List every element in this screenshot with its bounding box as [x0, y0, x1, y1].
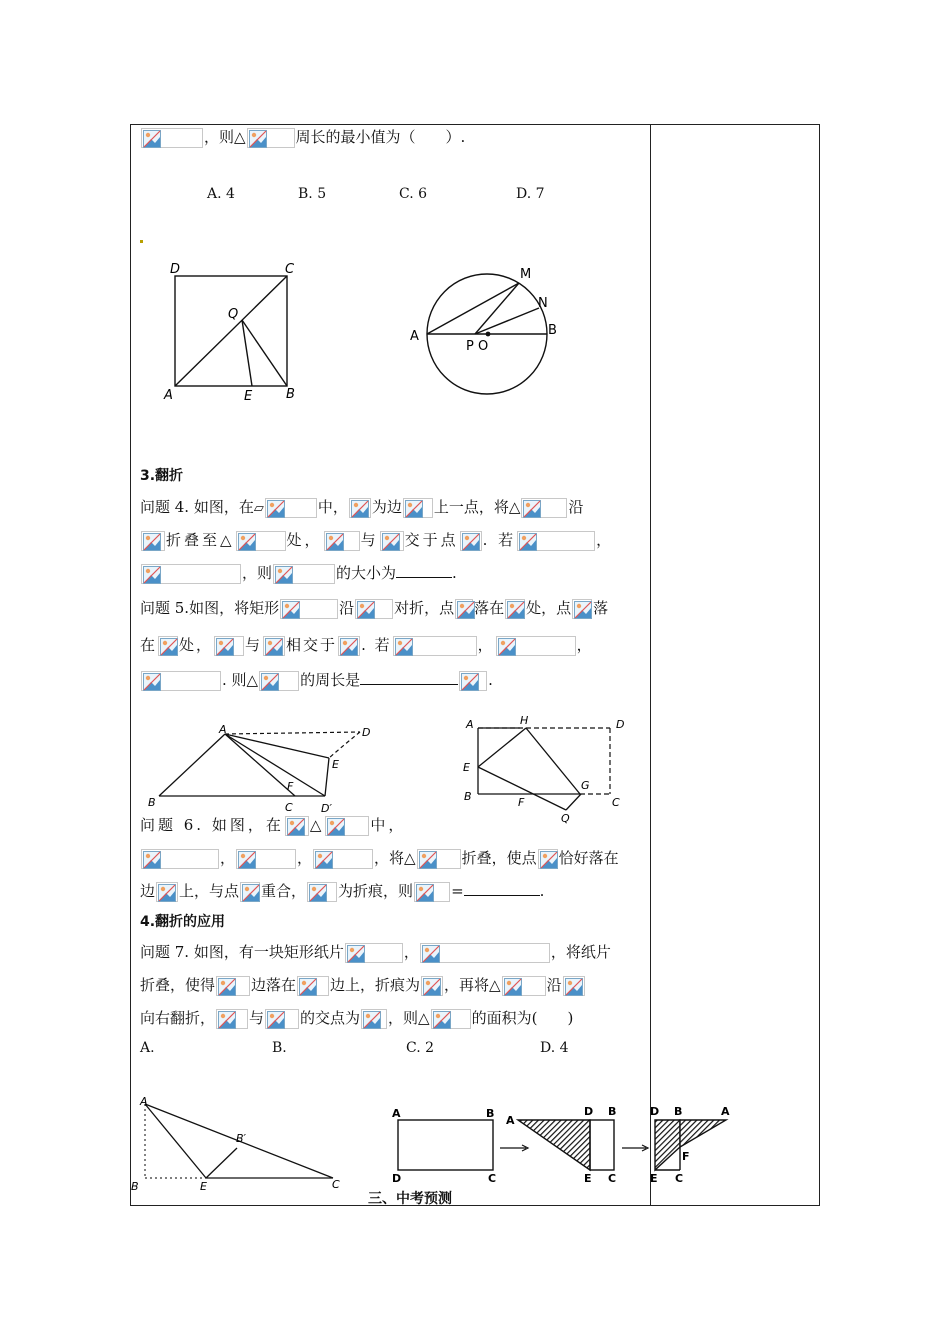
- formula-image-icon: [247, 128, 295, 148]
- formula-image-icon: [460, 531, 482, 551]
- r2-label-b: B: [608, 1105, 617, 1118]
- label-a: A: [164, 388, 173, 403]
- answer-blank[interactable]: [464, 881, 540, 896]
- label-e: E: [463, 761, 470, 774]
- r1-label-d: D: [392, 1172, 402, 1185]
- label-a: A: [466, 718, 474, 731]
- formula-image-icon: [380, 531, 404, 551]
- label-b: B: [548, 323, 557, 338]
- formula-image-icon: [280, 599, 338, 619]
- label-d: D: [362, 726, 371, 739]
- label-q: Q: [228, 307, 239, 322]
- label-b-prime: B′: [236, 1132, 247, 1145]
- q7-option-b: B.: [272, 1040, 287, 1056]
- paper-fold-sequence-figure: [388, 1100, 738, 1190]
- label-a: A: [410, 329, 419, 344]
- formula-image-icon: [141, 128, 203, 148]
- formula-image-icon: [455, 599, 473, 619]
- formula-image-icon: [236, 531, 286, 551]
- formula-image-icon: [420, 943, 550, 963]
- label-g: G: [581, 779, 590, 792]
- formula-image-icon: [263, 636, 285, 656]
- option-b: B. 5: [298, 186, 327, 202]
- r3-label-a: A: [721, 1105, 730, 1118]
- r2-label-a: A: [506, 1114, 515, 1127]
- formula-image-icon: [307, 882, 337, 902]
- label-p: P: [466, 339, 474, 354]
- q7-option-d: D. 4: [540, 1040, 569, 1056]
- label-m: M: [520, 267, 532, 282]
- formula-image-icon: [141, 671, 221, 691]
- formula-image-icon: [338, 636, 360, 656]
- q6-line-3: 边 上，与点 重合， 为折痕，则 = .: [140, 882, 545, 900]
- label-h: H: [520, 714, 529, 727]
- option-a: A. 4: [207, 186, 235, 202]
- option-d: D. 7: [516, 186, 545, 202]
- label-d-prime: D′: [321, 802, 332, 815]
- square-figure: [160, 258, 310, 408]
- formula-image-icon: [421, 976, 443, 996]
- label-b: B: [131, 1180, 139, 1193]
- q7-line-3: 向右翻折， 与 的交点为 ，则△ 的面积为( ): [140, 1009, 574, 1027]
- label-c: C: [285, 262, 295, 277]
- label-d: D: [616, 718, 625, 731]
- label-f: F: [287, 780, 294, 793]
- table-column-divider: [650, 124, 651, 1206]
- formula-image-icon: [240, 882, 260, 902]
- q4-line-2: 折叠至△ 处， 与 交于点 . 若 ，: [140, 530, 614, 551]
- label-f: F: [518, 796, 525, 809]
- label-n: N: [538, 296, 548, 311]
- formula-image-icon: [417, 849, 461, 869]
- q6-line-2: ， ， ，将△ 折叠，使点 恰好落在: [140, 848, 619, 869]
- r2-label-e: E: [584, 1172, 592, 1185]
- formula-image-icon: [502, 976, 546, 996]
- q5-line-1: 问题 5.如图，将矩形 沿 对折，点 落在 处，点 落: [140, 599, 609, 617]
- formula-image-icon: [236, 849, 296, 869]
- circle-figure: [405, 262, 565, 402]
- rectangle-fold-figure: [460, 712, 635, 827]
- section-3-title: 3.翻折: [140, 468, 184, 484]
- label-a: A: [140, 1095, 148, 1108]
- r2-label-d: D: [584, 1105, 594, 1118]
- r3-label-e: E: [650, 1172, 658, 1185]
- label-b: B: [464, 790, 472, 803]
- formula-image-icon: [259, 671, 299, 691]
- label-b: B: [148, 796, 156, 809]
- formula-image-icon: [265, 498, 317, 518]
- q5-line-2: 在 处， 与 相交于 . 若 ， ，: [140, 636, 594, 654]
- q4-line-1: 问题 4. 如图，在▱ 中， 为边 上一点，将△ 沿: [140, 498, 584, 516]
- label-c: C: [285, 801, 293, 814]
- formula-image-icon: [349, 498, 371, 518]
- q7-line-1: 问题 7. 如图，有一块矩形纸片 ， ，将纸片: [140, 943, 611, 961]
- formula-image-icon: [414, 882, 450, 902]
- formula-image-icon: [313, 849, 373, 869]
- formula-image-icon: [563, 976, 585, 996]
- r3-label-d: D: [650, 1105, 660, 1118]
- formula-image-icon: [403, 498, 433, 518]
- formula-image-icon: [273, 564, 335, 584]
- q-prev-line: ，则△ 周长的最小值为（ ）.: [140, 127, 465, 148]
- formula-image-icon: [141, 531, 165, 551]
- formula-image-icon: [324, 531, 360, 551]
- formula-image-icon: [216, 1009, 248, 1029]
- r1-label-c: C: [488, 1172, 497, 1185]
- q7-line-2: 折叠，使得 边落在 边上，折痕为 ，再将△ 沿: [140, 975, 586, 996]
- formula-image-icon: [393, 636, 477, 656]
- formula-image-icon: [572, 599, 592, 619]
- formula-image-icon: [156, 882, 178, 902]
- label-q: Q: [561, 812, 570, 825]
- label-e: E: [244, 389, 253, 404]
- answer-blank[interactable]: [360, 670, 458, 685]
- q6-line-1: 问题 6. 如图，在 △ 中，: [140, 816, 407, 834]
- formula-image-icon: [505, 599, 525, 619]
- r2-label-c: C: [608, 1172, 617, 1185]
- formula-image-icon: [214, 636, 244, 656]
- formula-image-icon: [216, 976, 250, 996]
- formula-image-icon: [345, 943, 403, 963]
- option-c: C. 6: [399, 186, 428, 202]
- formula-image-icon: [517, 531, 595, 551]
- formula-image-icon: [521, 498, 567, 518]
- formula-image-icon: [285, 816, 309, 836]
- formula-image-icon: [496, 636, 576, 656]
- formula-image-icon: [141, 849, 219, 869]
- formula-image-icon: [538, 849, 558, 869]
- label-c: C: [332, 1178, 340, 1191]
- q5-line-3: . 则△ 的周长是 .: [140, 670, 493, 691]
- label-a: A: [219, 723, 227, 736]
- formula-image-icon: [297, 976, 329, 996]
- formula-image-icon: [361, 1009, 387, 1029]
- r1-label-b: B: [486, 1107, 495, 1120]
- q7-option-c: C. 2: [406, 1040, 435, 1056]
- r3-label-b: B: [674, 1105, 683, 1118]
- answer-blank[interactable]: [396, 563, 452, 578]
- stray-mark: [140, 240, 143, 243]
- label-e: E: [332, 758, 339, 771]
- formula-image-icon: [355, 599, 393, 619]
- r1-label-a: A: [392, 1107, 401, 1120]
- formula-image-icon: [431, 1009, 471, 1029]
- label-b: B: [286, 387, 295, 402]
- formula-image-icon: [158, 636, 178, 656]
- q4-line-3: ，则 的大小为 .: [140, 563, 457, 584]
- label-o: O: [478, 339, 489, 354]
- parallelogram-figure: [145, 720, 385, 820]
- label-e: E: [200, 1180, 207, 1193]
- label-d: D: [170, 262, 181, 277]
- section-4-title: 4.翻折的应用: [140, 914, 226, 930]
- r3-label-c: C: [675, 1172, 684, 1185]
- r3-label-f: F: [682, 1150, 690, 1163]
- section-5-title: 三、中考预测: [368, 1191, 452, 1207]
- formula-image-icon: [325, 816, 369, 836]
- formula-image-icon: [265, 1009, 299, 1029]
- formula-image-icon: [141, 564, 241, 584]
- label-c: C: [612, 796, 620, 809]
- q7-option-a: A.: [140, 1040, 155, 1056]
- formula-image-icon: [459, 671, 487, 691]
- triangle-fold-figure: [128, 1090, 358, 1196]
